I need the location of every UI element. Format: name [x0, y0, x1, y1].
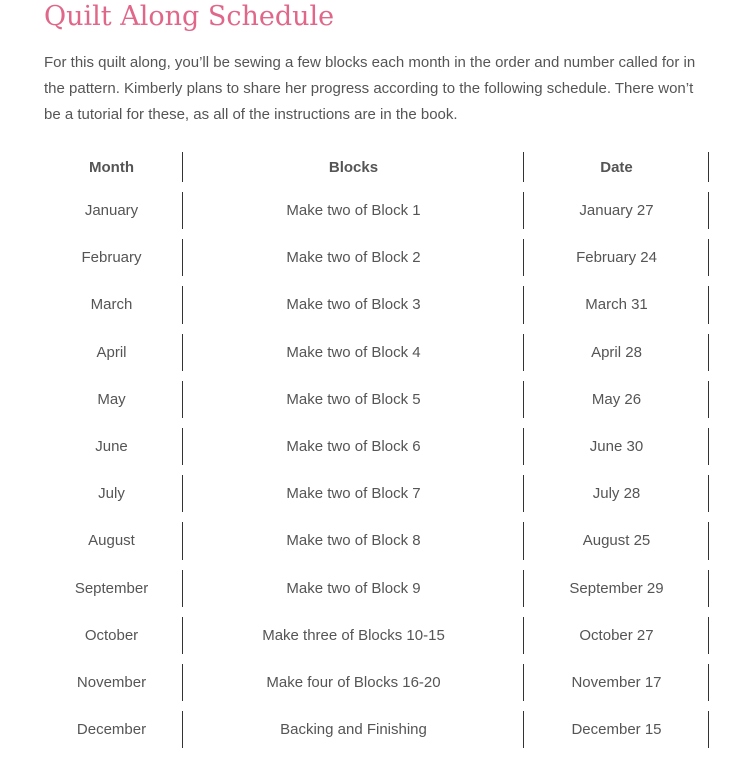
cell-date: September 29	[524, 565, 709, 612]
schedule-table-body	[40, 187, 709, 753]
cell-blocks: Make two of Block 1	[183, 187, 524, 234]
page-title: Quilt Along Schedule	[44, 1, 335, 32]
cell-month: January	[40, 187, 183, 234]
cell-date: February 24	[524, 234, 709, 281]
cell-month: May	[40, 376, 183, 423]
column-header-month: Month	[40, 147, 183, 187]
cell-month: October	[40, 612, 183, 659]
cell-month: June	[40, 423, 183, 470]
table-row	[40, 706, 709, 753]
cell-month: July	[40, 470, 183, 517]
table-row	[40, 281, 709, 328]
cell-blocks: Make two of Block 2	[183, 234, 524, 281]
table-row	[40, 329, 709, 376]
intro-paragraph: For this quilt along, you’ll be sewing a few blocks each month in the order and number called for in the pattern. Kimberly plans to share her progress according to the following schedule. There won’t be a tutorial for these, as all of the instructions are in the book.	[44, 54, 696, 123]
table-row	[40, 234, 709, 281]
cell-date: April 28	[524, 329, 709, 376]
cell-month: September	[40, 565, 183, 612]
table-row	[40, 517, 709, 564]
cell-blocks: Backing and Finishing	[183, 706, 524, 753]
cell-blocks: Make three of Blocks 10-15	[183, 612, 524, 659]
cell-blocks: Make two of Block 4	[183, 329, 524, 376]
cell-blocks: Make two of Block 3	[183, 281, 524, 328]
cell-blocks: Make two of Block 6	[183, 423, 524, 470]
table-row	[40, 565, 709, 612]
table-row	[40, 376, 709, 423]
cell-date: June 30	[524, 423, 709, 470]
table-row	[40, 612, 709, 659]
schedule-table	[40, 147, 709, 753]
cell-month: August	[40, 517, 183, 564]
table-row	[40, 659, 709, 706]
cell-blocks: Make two of Block 8	[183, 517, 524, 564]
cell-date: August 25	[524, 517, 709, 564]
cell-date: July 28	[524, 470, 709, 517]
cell-date: October 27	[524, 612, 709, 659]
cell-blocks: Make two of Block 9	[183, 565, 524, 612]
table-row	[40, 470, 709, 517]
cell-month: April	[40, 329, 183, 376]
cell-date: December 15	[524, 706, 709, 753]
cell-blocks: Make two of Block 5	[183, 376, 524, 423]
cell-blocks: Make two of Block 7	[183, 470, 524, 517]
cell-month: March	[40, 281, 183, 328]
cell-blocks: Make four of Blocks 16-20	[183, 659, 524, 706]
cell-month: February	[40, 234, 183, 281]
cell-date: March 31	[524, 281, 709, 328]
column-header-blocks: Blocks	[183, 147, 524, 187]
table-header-row	[40, 147, 709, 187]
cell-date: January 27	[524, 187, 709, 234]
table-row	[40, 423, 709, 470]
cell-date: November 17	[524, 659, 709, 706]
cell-date: May 26	[524, 376, 709, 423]
cell-month: December	[40, 706, 183, 753]
table-row	[40, 187, 709, 234]
column-header-date: Date	[524, 147, 709, 187]
cell-month: November	[40, 659, 183, 706]
